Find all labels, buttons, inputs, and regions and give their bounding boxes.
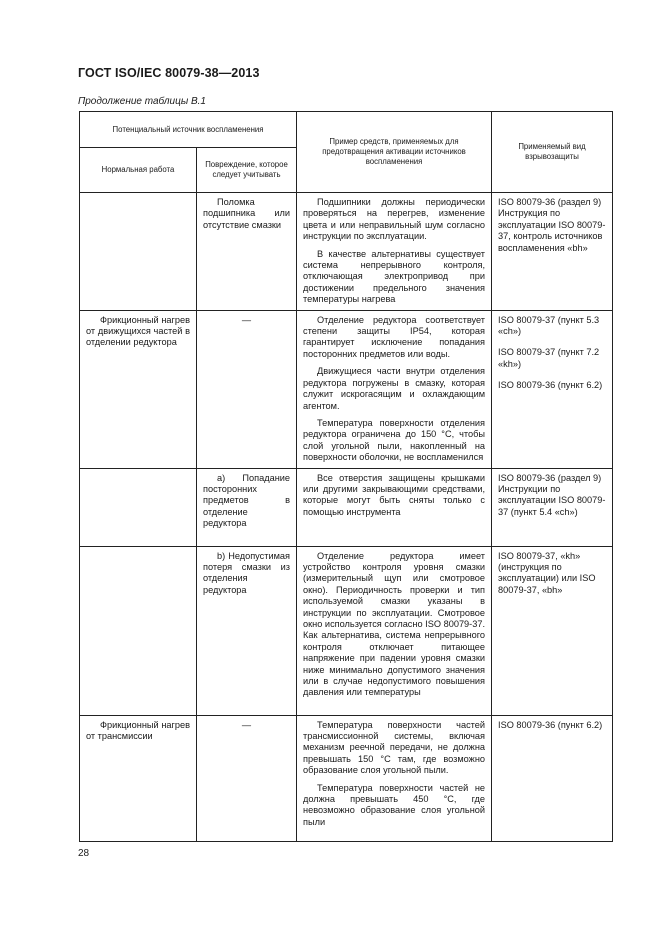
header-protection-type: Применяемый вид взрывозащиты <box>492 112 613 193</box>
cell-protection <box>492 193 613 311</box>
means-paragraph: Отделение редуктора имеет устройство контроля уровня смазки (измерительный щуп или смотровое окно). Периодичность проверки и тип используемой смазки указаны в инструкции по эксплуатации. Смотровое окно используется согласно ISO 80079-37. Как альтернатива, система непрерывного контроля отключает питающее напряжение при падении уровня смазки ниже минимально допустимого значения или в случае недопустимого повышения давления или температуры <box>303 550 486 698</box>
cell-means <box>297 715 492 841</box>
table-row <box>80 310 613 468</box>
table-row <box>80 715 613 841</box>
cell-damage: b) Недопустимая потеря смазки из отделения редуктора <box>197 546 297 715</box>
cell-damage: — <box>197 715 297 841</box>
protection-block: ISO 80079-37 (пункт 7.2 «kh») <box>498 347 600 369</box>
cell-damage: Поломка подшипника или отсутствие смазки <box>197 193 297 311</box>
header-ignition-source: Потенциальный источник воспламенения <box>80 112 297 148</box>
cell-means <box>297 193 492 311</box>
cell-damage: — <box>197 310 297 468</box>
cell-normal: Фрикционный нагрев от движущихся частей в отделении редуктора <box>80 310 197 468</box>
cell-protection <box>492 546 613 715</box>
protection-block: ISO 80079-37 (пункт 5.3 «ch») <box>498 314 600 337</box>
ignition-sources-table <box>79 111 613 842</box>
cell-normal <box>80 546 197 715</box>
table-row <box>80 468 613 546</box>
header-prevention-means: Пример средств, применяемых для предотвращения активации источников воспламенения <box>297 112 492 193</box>
document-header: ГОСТ ISO/IEC 80079-38—2013 <box>78 66 260 80</box>
protection-block: ISO 80079-36 (раздел 9) Инструкции по эксплуатации ISO 80079-37 (пункт 5.4 «ch») <box>498 472 606 517</box>
means-paragraph: Температура поверхности частей трансмиссионной системы, включая механизм реечной передачи, не должна превышать 150 °С там, где возможно образование слоя угольной пыли. <box>303 719 486 776</box>
table-row <box>80 193 613 311</box>
protection-block: ISO 80079-36 (пункт 6.2) <box>498 719 603 730</box>
cell-means <box>297 468 492 546</box>
cell-protection <box>492 468 613 546</box>
means-paragraph: Движущиеся части внутри отделения редуктора погружены в смазку, которая служит искрогасящим и охлаждающим агентом. <box>303 366 486 411</box>
table-caption: Продолжение таблицы В.1 <box>78 96 206 107</box>
table-row <box>80 546 613 715</box>
protection-block: ISO 80079-36 (пункт 6.2) <box>498 380 603 391</box>
cell-normal <box>80 193 197 311</box>
cell-damage: а) Попадание посторонних предметов в отделение редуктора <box>197 468 297 546</box>
means-paragraph: Температура поверхности частей не должна превышать 450 °С, где невозможно образование слоя угольной пыли <box>303 782 486 827</box>
header-normal-operation: Нормальная работа <box>80 148 197 193</box>
protection-block: ISO 80079-37, «kh» (инструкция по эксплуатации) или ISO 80079-37, «bh» <box>498 550 596 595</box>
cell-normal <box>80 468 197 546</box>
means-paragraph: Температура поверхности отделения редуктора ограничена до 150 °С, чтобы слой угольной пыли, накопленный на поверхности оболочки, не воспламенился <box>303 417 486 463</box>
means-paragraph: В качестве альтернативы существует система непрерывного контроля, отключающая электропривод при достижении предельного значения температуры нагрева <box>303 248 486 305</box>
means-paragraph: Отделение редуктора соответствует степени защиты IP54, которая гарантирует исключение попадания посторонних предметов или воды. <box>303 314 486 359</box>
cell-means <box>297 310 492 468</box>
means-paragraph: Подшипники должны периодически проверяться на перегрев, изменение цвета и или неправильный шум согласно инструкции по эксплуатации. <box>303 197 486 242</box>
page-number: 28 <box>78 848 90 859</box>
cell-means <box>297 546 492 715</box>
means-paragraph: Все отверстия защищены крышками или другими закрывающими средствами, которые могут быть сняты только с помощью инструмента <box>303 472 486 517</box>
cell-normal: Фрикционный нагрев от трансмиссии <box>80 715 197 841</box>
cell-protection <box>492 310 613 468</box>
cell-protection <box>492 715 613 841</box>
protection-block: ISO 80079-36 (раздел 9) Инструкция по эксплуатации ISO 80079-37, контроль источников воспламенения «bh» <box>498 197 606 253</box>
header-damage: Повреждение, которое следует учитывать <box>197 148 297 193</box>
